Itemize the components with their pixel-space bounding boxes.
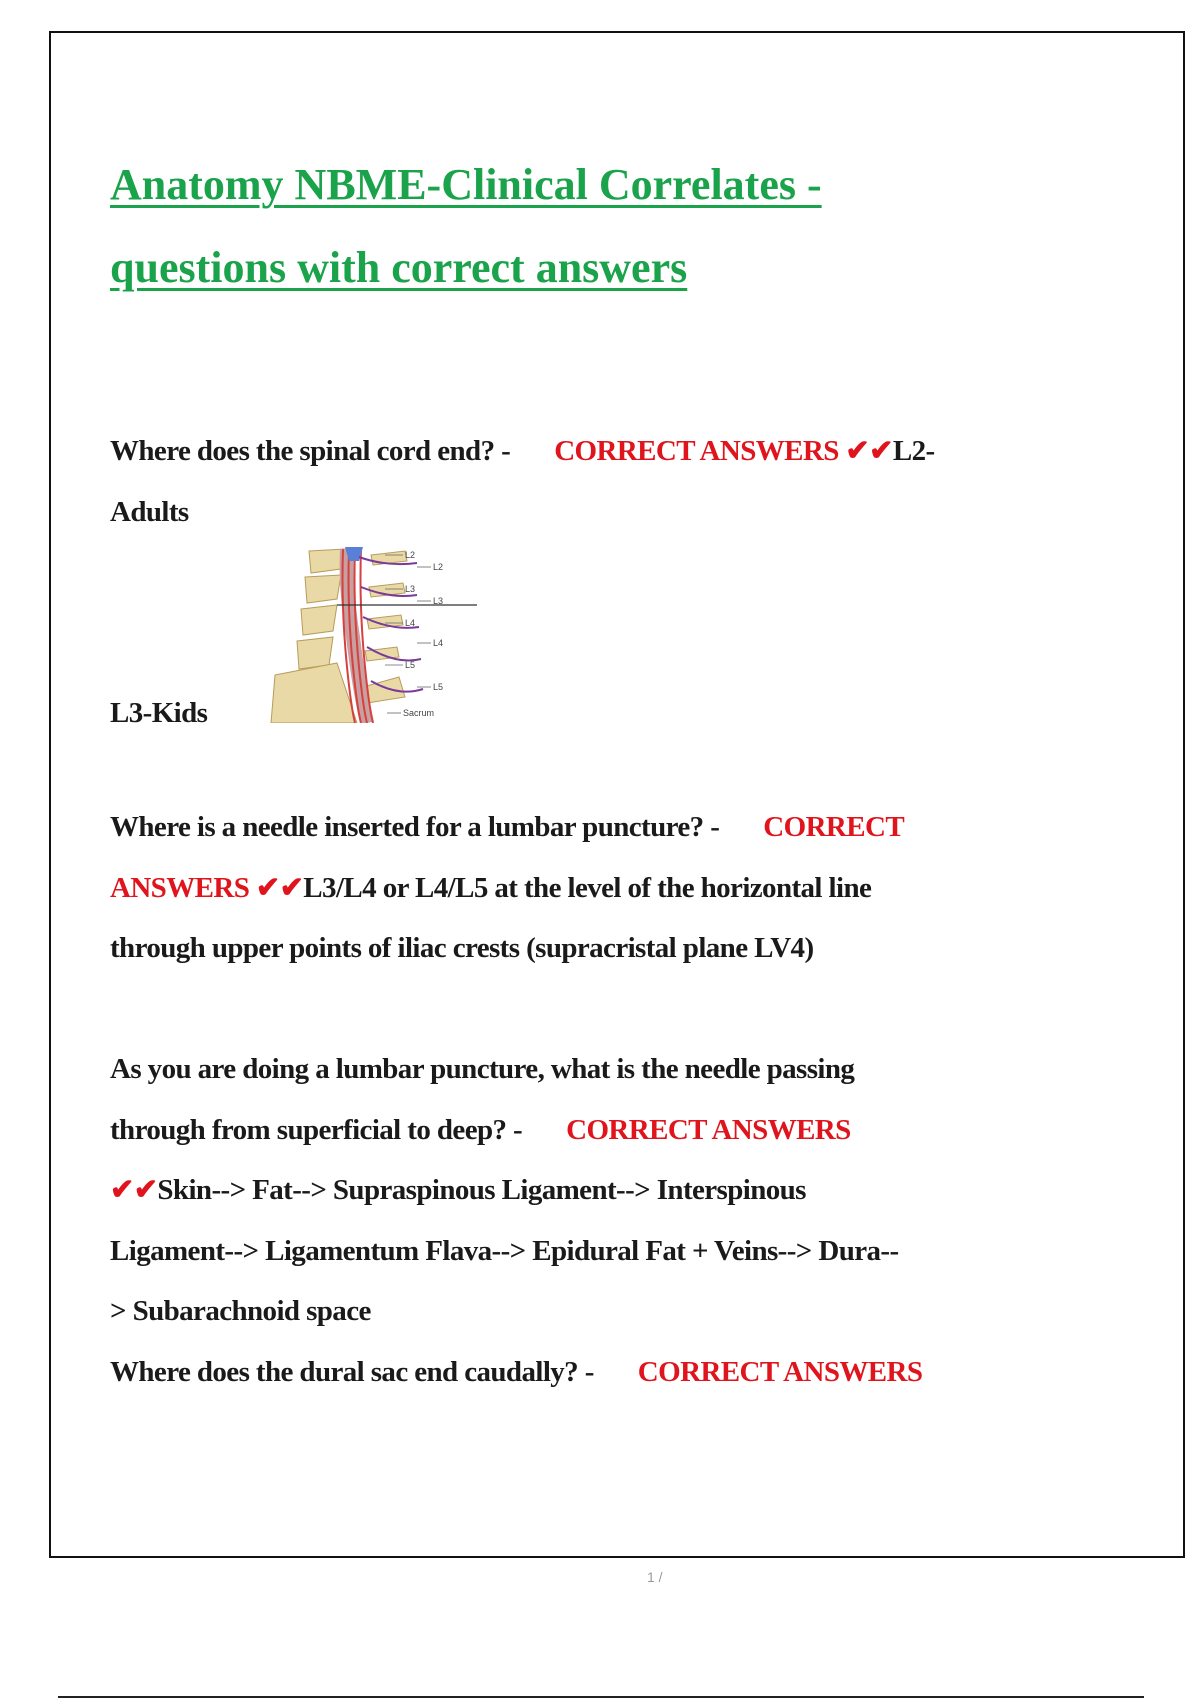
question-3-text: As you are doing a lumbar puncture, what is the needle passing bbox=[110, 1053, 855, 1085]
answer-label: CORRECT ANSWERS bbox=[637, 1356, 923, 1388]
answer-1-text-2: Adults bbox=[110, 495, 189, 528]
question-4 bbox=[110, 1342, 1070, 1403]
question-1 bbox=[110, 421, 1070, 542]
answer-2-text: L3/L4 or L4/L5 at the level of the horizontal line bbox=[303, 871, 872, 904]
answer-1-kids: L3-Kids bbox=[110, 697, 208, 729]
answer-label: CORRECT ANSWERS bbox=[566, 1113, 851, 1146]
figure-label-left-l3: L3 bbox=[405, 584, 416, 594]
question-3 bbox=[110, 1039, 1070, 1342]
figure-label-left-l4: L4 bbox=[405, 618, 416, 628]
answer-3-text-3: > Subarachnoid space bbox=[110, 1295, 371, 1327]
figure-label-right-l2: L2 bbox=[433, 562, 444, 572]
spinal-cord-figure bbox=[267, 547, 493, 723]
page-number: 1 / bbox=[647, 1569, 663, 1585]
figure-label-sacrum: Sacrum bbox=[403, 708, 435, 718]
title-line-1: Anatomy NBME-Clinical Correlates - bbox=[110, 160, 822, 209]
figure-label-right-l3: L3 bbox=[433, 596, 444, 606]
title-line-2: questions with correct answers bbox=[110, 243, 688, 292]
figure-label-right-l4: L4 bbox=[433, 638, 444, 648]
question-3-text-2: through from superficial to deep? - bbox=[110, 1113, 523, 1146]
answer-3-text: Skin--> Fat--> Supraspinous Ligament--> Interspinous bbox=[157, 1174, 806, 1206]
question-2-text: Where is a needle inserted for a lumbar puncture? - bbox=[110, 811, 720, 843]
question-2 bbox=[110, 797, 1070, 979]
answer-label: CORRECT ANSWERS bbox=[554, 435, 839, 467]
figure-label-right-l5: L5 bbox=[433, 682, 444, 692]
checkmark-icon: ✔✔ bbox=[255, 871, 304, 904]
checkmark-icon: ✔✔ bbox=[110, 1174, 158, 1206]
answer-2-text-2: through upper points of iliac crests (supracristal plane LV4) bbox=[110, 932, 814, 964]
question-4-text: Where does the dural sac end caudally? - bbox=[110, 1356, 594, 1388]
answer-1-text: L2- bbox=[892, 435, 935, 467]
page-frame bbox=[49, 31, 1185, 1585]
figure-label-left-l5: L5 bbox=[405, 660, 416, 670]
question-1-text: Where does the spinal cord end? - bbox=[110, 435, 511, 467]
answer-3-text-2: Ligament--> Ligamentum Flava--> Epidural Fat + Veins--> Dura-- bbox=[110, 1234, 899, 1267]
bottom-rule bbox=[58, 1696, 1144, 1698]
figure-label-left-l2: L2 bbox=[405, 550, 416, 560]
answer-label-part-2: ANSWERS bbox=[110, 871, 250, 904]
checkmark-icon: ✔✔ bbox=[845, 435, 893, 467]
document-title bbox=[110, 143, 1010, 309]
answer-label-part-1: CORRECT bbox=[763, 811, 905, 843]
